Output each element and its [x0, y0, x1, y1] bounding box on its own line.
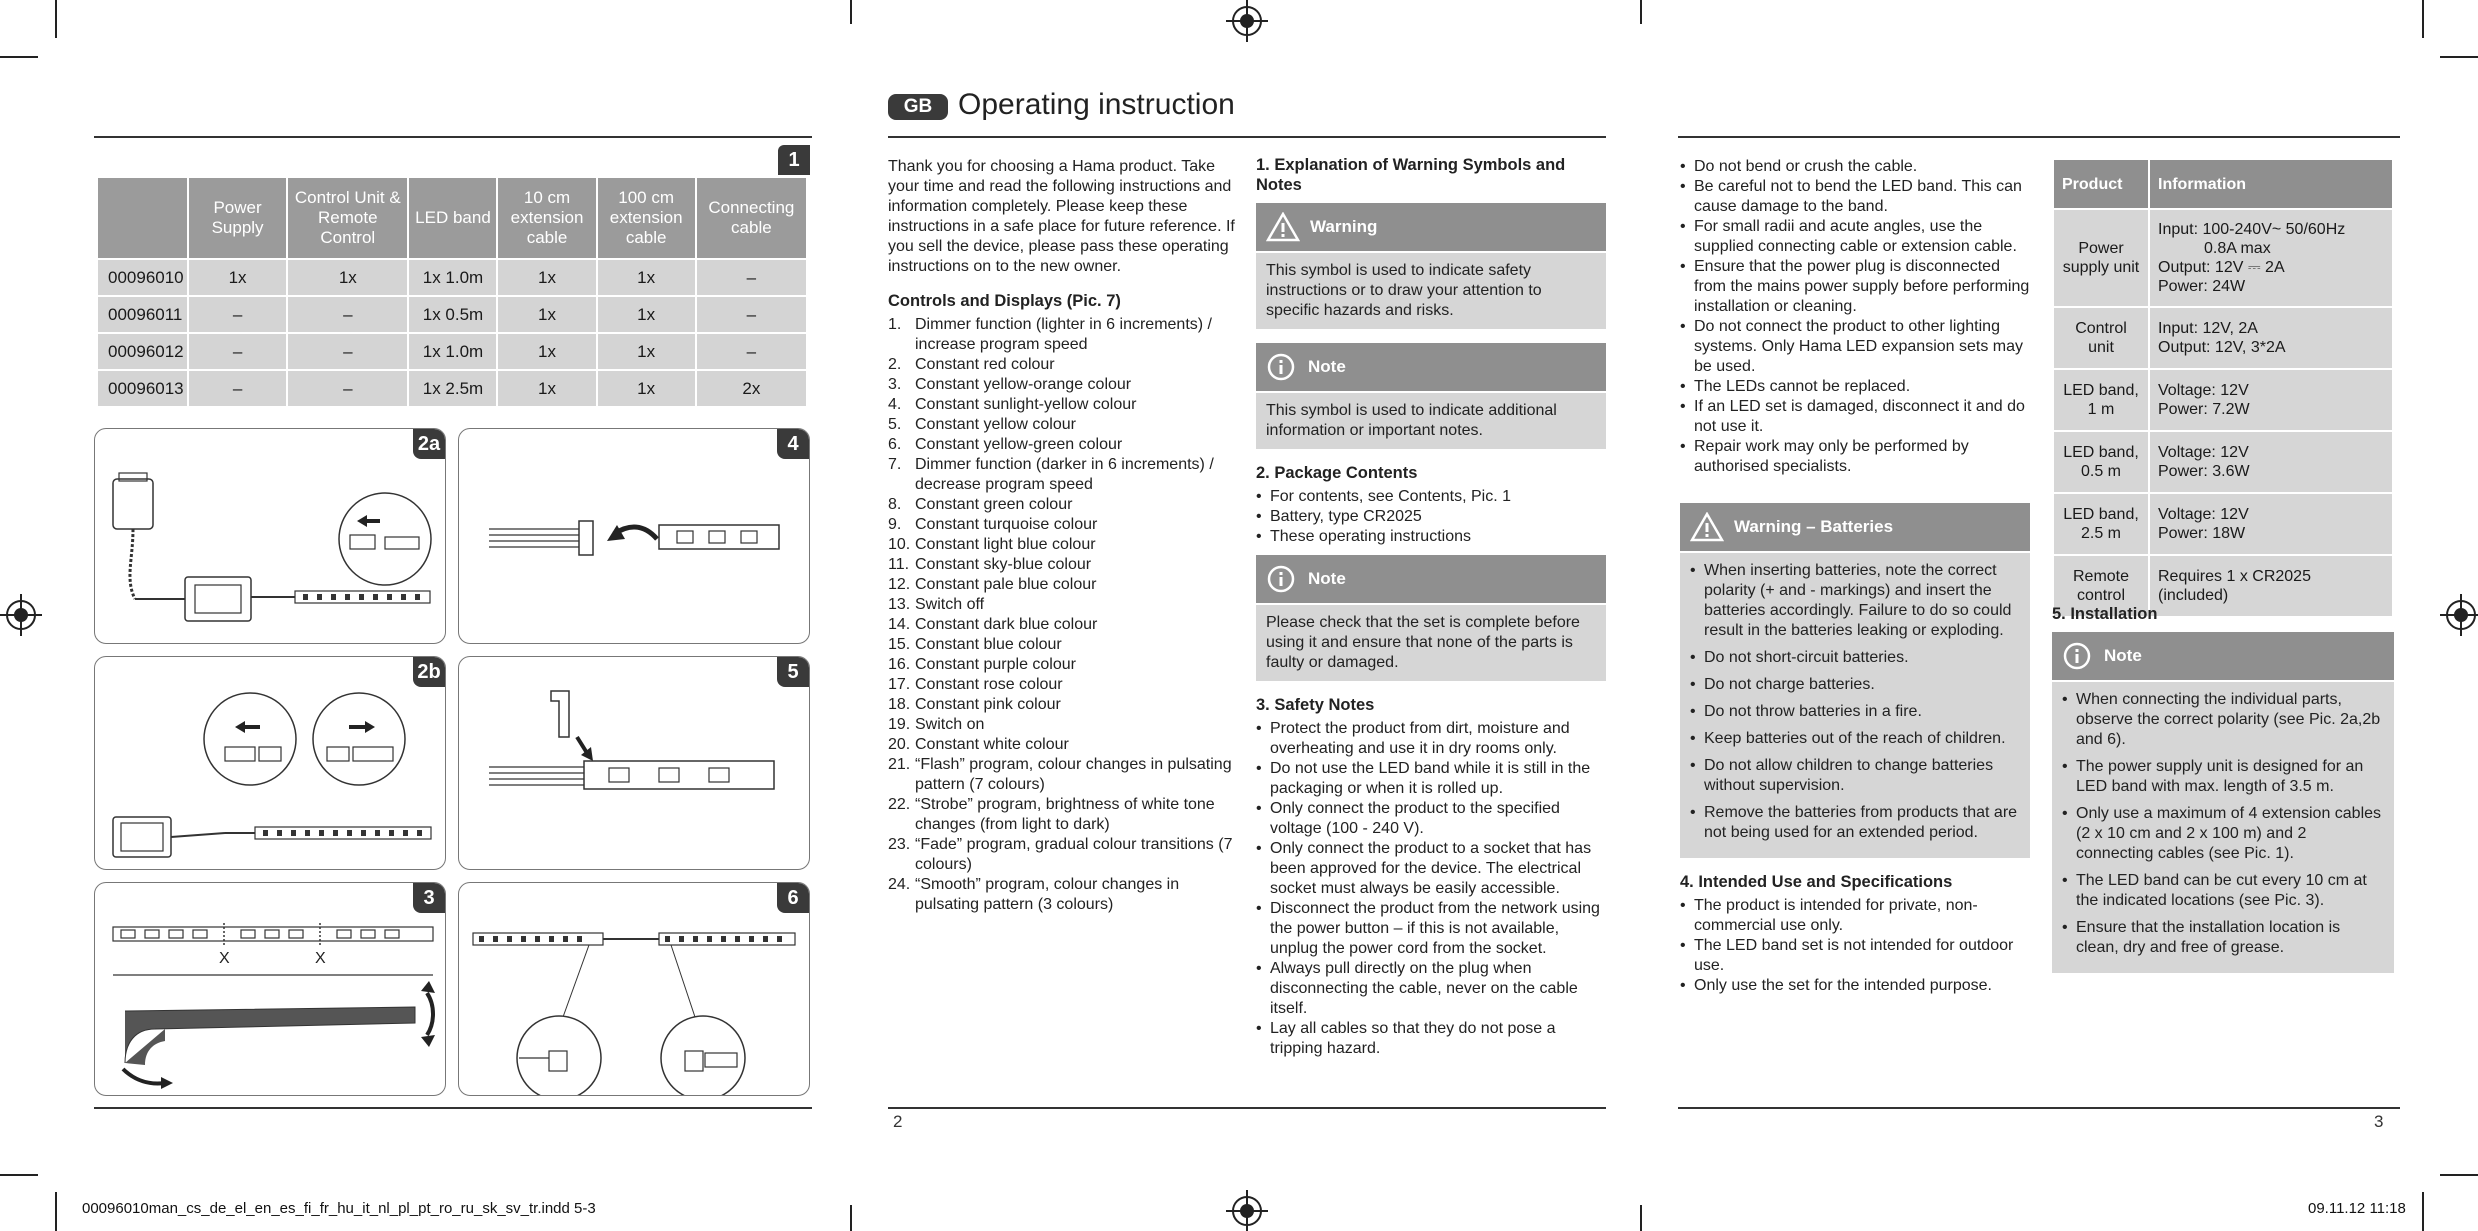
safety-column: [1680, 157, 2030, 996]
list-item: 20. Constant white colour: [888, 736, 1069, 753]
safety-list: [1256, 719, 1606, 1059]
info-icon: [2062, 641, 2092, 671]
pic-2a-illustration: [94, 428, 446, 644]
table-cell: Requires 1 x CR2025 (included): [2149, 555, 2393, 617]
intro-column: [888, 157, 1236, 915]
table-cell: Control unit: [2053, 307, 2149, 369]
list-item: • Ensure that the installation location is clean, dry and free of grease.: [2062, 918, 2384, 958]
list-item: 7. Dimmer function (darker in 6 increments) / decrease program speed: [888, 456, 1214, 493]
list-item: • Always pull directly on the plug when disconnecting the cable, never on the cable itself.: [1256, 959, 1606, 1019]
list-item: 14. Constant dark blue colour: [888, 616, 1098, 633]
table-header: Connecting cable: [696, 177, 807, 259]
table-cell: 00096010: [97, 259, 188, 296]
specifications-table: [2052, 158, 2394, 618]
section-heading: 5. Installation: [2052, 605, 2158, 623]
pic-5-illustration: [458, 656, 810, 870]
note-box: [1256, 343, 1606, 449]
table-cell: 1x: [597, 296, 696, 333]
table-header: Product: [2053, 159, 2149, 209]
note-label: Note: [1308, 569, 1346, 588]
section-heading: 1. Explanation of Warning Symbols and Notes: [1256, 156, 1566, 194]
crop-mark: [850, 0, 852, 24]
note-header: [2052, 632, 2394, 680]
table-cell: –: [188, 333, 287, 370]
warning-triangle-icon: [1266, 212, 1300, 242]
pic-4-illustration: [458, 428, 810, 644]
extension-connection-drawing: [95, 657, 446, 870]
power-supply-connection-drawing: [95, 429, 446, 644]
list-item: • Protect the product from dirt, moisture and overheating and use it in dry rooms only.: [1256, 719, 1606, 759]
list-item: 19. Switch on: [888, 716, 985, 733]
top-rule: [1678, 136, 2400, 138]
list-item: 17. Constant rose colour: [888, 676, 1063, 693]
list-item: 3. Constant yellow-orange colour: [888, 376, 1132, 393]
list-item: • The product is intended for private, non-commercial use only.: [1680, 896, 2030, 936]
table-cell: 1x 0.5m: [408, 296, 497, 333]
list-item: 4. Constant sunlight-yellow colour: [888, 396, 1137, 413]
table-header-row: [97, 177, 807, 259]
list-item: 11. Constant sky-blue colour: [888, 556, 1092, 573]
pic-number-badge: 4: [777, 429, 809, 459]
warning-body: This symbol is used to indicate safety instructions or to draw your attention to specific hazards and risks.: [1256, 253, 1606, 329]
list-item: • When inserting batteries, note the correct polarity (+ and - markings) and insert the batteries accordingly. Failure to do so could result in the batteries leaking or exploding.: [1690, 561, 2020, 641]
table-row: [97, 370, 807, 407]
table-cell: Voltage: 12V Power: 3.6W: [2149, 431, 2393, 493]
list-item: • These operating instructions: [1256, 527, 1606, 547]
list-item: • The power supply unit is designed for an LED band with max. length of 3.5 m.: [2062, 757, 2384, 797]
crop-mark: [2440, 56, 2478, 58]
list-item: • Be careful not to bend the LED band. This can cause damage to the band.: [1680, 177, 2030, 217]
list-item: • Only use the set for the intended purpose.: [1680, 976, 2030, 996]
warning-box: [1256, 203, 1606, 329]
table-cell: 1x 1.0m: [408, 333, 497, 370]
list-item: • Do not connect the product to other lighting systems. Only Hama LED expansion sets may be used.: [1680, 317, 2030, 377]
table-cell: 1x: [497, 333, 596, 370]
pic-number-badge: 5: [777, 657, 809, 687]
table-cell: –: [188, 370, 287, 407]
registration-mark-icon: [2446, 600, 2476, 630]
table-row: [97, 296, 807, 333]
list-item: 13. Switch off: [888, 596, 985, 613]
table-header: 100 cm extension cable: [597, 177, 696, 259]
installation-note-body: [2052, 682, 2394, 973]
connector-clip-drawing: [459, 657, 810, 870]
pic-3-illustration: [94, 882, 446, 1096]
battery-warning-box: [1680, 503, 2030, 858]
list-item: • Do not charge batteries.: [1690, 675, 2020, 695]
language-badge: GB: [888, 94, 948, 120]
list-item: • If an LED set is damaged, disconnect it and do not use it.: [1680, 397, 2030, 437]
intended-use-list: [1680, 896, 2030, 996]
list-item: • The LED band set is not intended for outdoor use.: [1680, 936, 2030, 976]
crop-mark: [2422, 0, 2424, 38]
footer-filename: 00096010man_cs_de_el_en_es_fi_fr_hu_it_nl_pl_pt_ro_ru_sk_sv_tr.indd 5-3: [82, 1200, 596, 1217]
table-row: [2053, 369, 2393, 431]
table-cell: –: [287, 370, 408, 407]
table-header: Information: [2149, 159, 2393, 209]
table-cell: –: [696, 259, 807, 296]
list-item: • Ensure that the power plug is disconnected from the mains power supply before performing installation or cleaning.: [1680, 257, 2030, 317]
table-row: [97, 333, 807, 370]
table-header: [97, 177, 188, 259]
table-cell: LED band, 1 m: [2053, 369, 2149, 431]
table-cell: 1x: [597, 333, 696, 370]
crop-mark: [55, 0, 57, 38]
warning-triangle-icon: [1690, 512, 1724, 542]
table-cell: Input: 100-240V~ 50/60Hz 0.8A max Output: 12V ⎓ 2A Power: 24W: [2149, 209, 2393, 307]
list-item: • Only connect the product to the specified voltage (100 - 240 V).: [1256, 799, 1606, 839]
cut-mark-label: X: [219, 950, 230, 967]
table-cell: 1x: [188, 259, 287, 296]
note-body: Please check that the set is complete before using it and ensure that none of the parts is faulty or damaged.: [1256, 605, 1606, 681]
list-item: • When connecting the individual parts, observe the correct polarity (see Pic. 2a,2b and 6).: [2062, 690, 2384, 750]
crop-mark: [850, 1205, 852, 1231]
pic-number-badge: 2a: [413, 429, 445, 459]
battery-warning-body: [1680, 553, 2030, 858]
list-item: • The LEDs cannot be replaced.: [1680, 377, 2030, 397]
table-cell: 1x: [597, 259, 696, 296]
table-row: [2053, 431, 2393, 493]
list-item: 12. Constant pale blue colour: [888, 576, 1097, 593]
table-cell: –: [188, 296, 287, 333]
table-header-row: [2053, 159, 2393, 209]
top-rule: [94, 136, 812, 138]
list-item: • Only connect the product to a socket that has been approved for the device. The electrical socket must always be easily accessible.: [1256, 839, 1606, 899]
list-item: • Do not allow children to change batteries without supervision.: [1690, 756, 2020, 796]
note-box: [1256, 555, 1606, 681]
crop-mark: [0, 56, 38, 58]
table-row: [97, 259, 807, 296]
note-header: [1256, 343, 1606, 391]
polarity-connection-drawing: [459, 883, 810, 1096]
list-item: • Do not bend or crush the cable.: [1680, 157, 2030, 177]
warning-label: Warning: [1310, 217, 1378, 236]
pic-number-badge: 2b: [413, 657, 445, 687]
table-cell: Power supply unit: [2053, 209, 2149, 307]
connector-attach-drawing: [459, 429, 810, 644]
table-row: [2053, 493, 2393, 555]
bottom-rule: [94, 1107, 812, 1109]
table-header: Power Supply: [188, 177, 287, 259]
pic-number-badge: 3: [413, 883, 445, 913]
list-item: 2. Constant red colour: [888, 356, 1055, 373]
list-item: 6. Constant yellow-green colour: [888, 436, 1123, 453]
list-item: 1. Dimmer function (lighter in 6 increments) / increase program speed: [888, 316, 1212, 353]
list-item: • Do not throw batteries in a fire.: [1690, 702, 2020, 722]
table-header: LED band: [408, 177, 497, 259]
crop-mark: [2422, 1192, 2424, 1231]
pic-6-illustration: [458, 882, 810, 1096]
list-item: 5. Constant yellow colour: [888, 416, 1076, 433]
table-cell: Input: 12V, 2A Output: 12V, 3*2A: [2149, 307, 2393, 369]
table-cell: 2x: [696, 370, 807, 407]
warning-header: [1256, 203, 1606, 251]
table-cell: Remote control: [2053, 555, 2149, 617]
list-item: • For contents, see Contents, Pic. 1: [1256, 487, 1606, 507]
table-cell: LED band, 0.5 m: [2053, 431, 2149, 493]
cutting-and-bending-drawing: [95, 883, 446, 1096]
list-item: 10. Constant light blue colour: [888, 536, 1096, 553]
controls-list: [888, 315, 1236, 915]
registration-mark-icon: [1232, 1196, 1262, 1226]
note-header: [1256, 555, 1606, 603]
intro-paragraph: Thank you for choosing a Hama product. Take your time and read the following instructions and information completely. Please keep these instructions in a safe place for future reference. If you sell the device, please pass these operating instructions on to the new owner.: [888, 158, 1235, 275]
page-number-left: 2: [893, 1112, 903, 1131]
installation-column: [2052, 604, 2394, 973]
table-header: 10 cm extension cable: [497, 177, 596, 259]
list-item: • Remove the batteries from products that are not being used for an extended period.: [1690, 803, 2020, 843]
crop-mark: [1640, 0, 1642, 24]
list-item: • Keep batteries out of the reach of children.: [1690, 729, 2020, 749]
table-cell: 1x 2.5m: [408, 370, 497, 407]
table-cell: Voltage: 12V Power: 18W: [2149, 493, 2393, 555]
table-cell: 1x 1.0m: [408, 259, 497, 296]
registration-mark-icon: [6, 600, 36, 630]
package-list: [1256, 487, 1606, 547]
info-icon: [1266, 564, 1296, 594]
table-cell: –: [696, 296, 807, 333]
table-cell: Voltage: 12V Power: 7.2W: [2149, 369, 2393, 431]
section-heading: 3. Safety Notes: [1256, 696, 1375, 714]
list-item: • Do not use the LED band while it is still in the packaging or when it is rolled up.: [1256, 759, 1606, 799]
table-cell: 1x: [497, 296, 596, 333]
installation-note-box: [2052, 632, 2394, 973]
warning-header: [1680, 503, 2030, 551]
table-cell: LED band, 2.5 m: [2053, 493, 2149, 555]
pic-number-badge: 6: [777, 883, 809, 913]
crop-mark: [0, 1174, 38, 1176]
table-cell: –: [696, 333, 807, 370]
list-item: • The LED band can be cut every 10 cm at the indicated locations (see Pic. 3).: [2062, 871, 2384, 911]
footer-date: 09.11.12 11:18: [2308, 1200, 2406, 1217]
note-label: Note: [1308, 357, 1346, 376]
table-cell: 00096011: [97, 296, 188, 333]
note-body: This symbol is used to indicate additional information or important notes.: [1256, 393, 1606, 449]
list-item: • For small radii and acute angles, use the supplied connecting cable or extension cable.: [1680, 217, 2030, 257]
table-header: Control Unit & Remote Control: [287, 177, 408, 259]
bottom-rule: [1678, 1107, 2400, 1109]
list-item: • Do not short-circuit batteries.: [1690, 648, 2020, 668]
table-cell: 1x: [497, 259, 596, 296]
table-cell: 1x: [597, 370, 696, 407]
top-rule: [888, 136, 1606, 138]
list-item: 9. Constant turquoise colour: [888, 516, 1098, 533]
warnings-column: [1256, 155, 1606, 1059]
registration-mark-icon: [1232, 6, 1262, 36]
list-item: • Battery, type CR2025: [1256, 507, 1606, 527]
table-cell: 00096012: [97, 333, 188, 370]
list-item: 21. “Flash” program, colour changes in pulsating pattern (7 colours): [888, 756, 1232, 793]
warning-label: Warning – Batteries: [1734, 517, 1894, 536]
table-cell: –: [287, 296, 408, 333]
table-cell: 00096013: [97, 370, 188, 407]
table-row: [2053, 209, 2393, 307]
list-item: • Lay all cables so that they do not pose a tripping hazard.: [1256, 1019, 1606, 1059]
list-item: 8. Constant green colour: [888, 496, 1073, 513]
pic-2b-illustration: [94, 656, 446, 870]
bottom-rule: [888, 1107, 1606, 1109]
page-title: Operating instruction: [958, 88, 1235, 121]
crop-mark: [55, 1192, 57, 1231]
pic-1-badge: 1: [778, 145, 810, 175]
safety-list-continued: [1680, 157, 2030, 477]
crop-mark: [1640, 1205, 1642, 1231]
package-contents-table: [96, 176, 808, 408]
controls-heading: Controls and Displays (Pic. 7): [888, 292, 1121, 310]
list-item: 22. “Strobe” program, brightness of white tone changes (from light to dark): [888, 796, 1215, 833]
list-item: 16. Constant purple colour: [888, 656, 1076, 673]
table-cell: 1x: [287, 259, 408, 296]
list-item: 23. “Fade” program, gradual colour transitions (7 colours): [888, 836, 1233, 873]
list-item: 24. “Smooth” program, colour changes in pulsating pattern (3 colours): [888, 876, 1180, 913]
note-label: Note: [2104, 646, 2142, 665]
section-heading: 2. Package Contents: [1256, 464, 1418, 482]
table-cell: 1x: [497, 370, 596, 407]
list-item: • Only use a maximum of 4 extension cables (2 x 10 cm and 2 x 100 m) and 2 connecting cables (see Pic. 1).: [2062, 804, 2384, 864]
page-number-right: 3: [2374, 1112, 2384, 1131]
table-cell: –: [287, 333, 408, 370]
cut-mark-label: X: [315, 950, 326, 967]
list-item: 15. Constant blue colour: [888, 636, 1062, 653]
info-icon: [1266, 352, 1296, 382]
list-item: 18. Constant pink colour: [888, 696, 1061, 713]
table-row: [2053, 307, 2393, 369]
list-item: • Disconnect the product from the network using the power button – if this is not available, unplug the power cord from the socket.: [1256, 899, 1606, 959]
list-item: • Repair work may only be performed by authorised specialists.: [1680, 437, 2030, 477]
section-heading: 4. Intended Use and Specifications: [1680, 873, 1953, 891]
crop-mark: [2440, 1174, 2478, 1176]
